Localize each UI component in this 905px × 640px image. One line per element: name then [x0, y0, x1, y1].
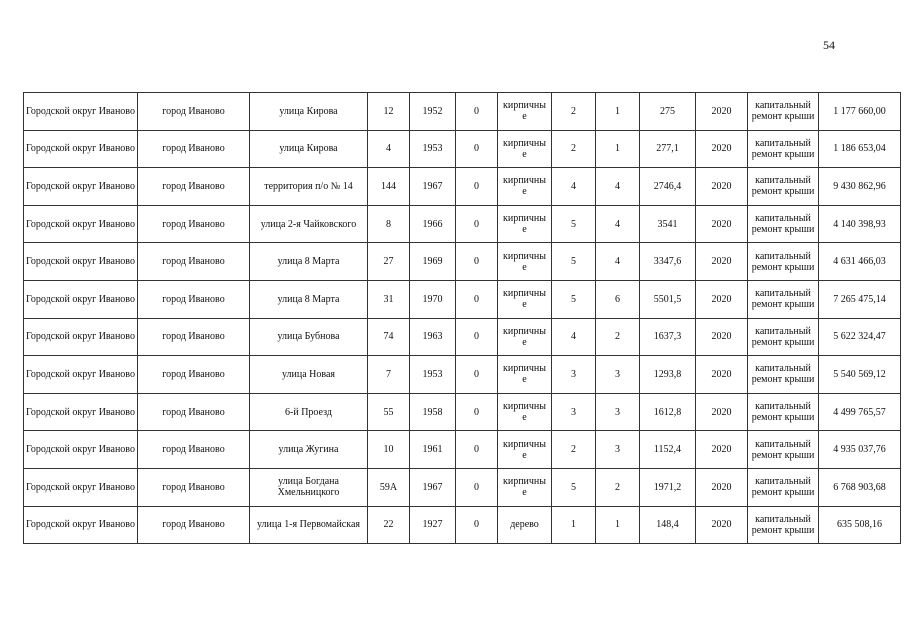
house-number-cell: 144 — [368, 168, 410, 206]
wall-material-cell: кирпичны е — [498, 431, 552, 469]
floors-cell: 4 — [552, 318, 596, 356]
zero-value-cell: 0 — [456, 280, 498, 318]
municipality-cell: Городской округ Иваново — [24, 205, 138, 243]
floors-cell: 2 — [552, 130, 596, 168]
zero-value-cell: 0 — [456, 318, 498, 356]
wall-material-cell: кирпичны е — [498, 393, 552, 431]
build-year-cell: 1967 — [410, 168, 456, 206]
area-cell: 1971,2 — [640, 468, 696, 506]
area-cell: 1612,8 — [640, 393, 696, 431]
municipality-cell: Городской округ Иваново — [24, 280, 138, 318]
street-cell: улица Жугина — [250, 431, 368, 469]
entrances-cell: 4 — [596, 243, 640, 281]
work-type-cell: капитальный ремонт крыши — [748, 506, 819, 544]
floors-cell: 5 — [552, 468, 596, 506]
area-cell: 5501,5 — [640, 280, 696, 318]
plan-year-cell: 2020 — [696, 356, 748, 394]
area-cell: 3541 — [640, 205, 696, 243]
wall-material-cell: кирпичны е — [498, 280, 552, 318]
zero-value-cell: 0 — [456, 205, 498, 243]
city-cell: город Иваново — [138, 93, 250, 131]
work-type-cell: капитальный ремонт крыши — [748, 318, 819, 356]
wall-material-cell: кирпичны е — [498, 168, 552, 206]
zero-value-cell: 0 — [456, 356, 498, 394]
city-cell: город Иваново — [138, 243, 250, 281]
street-cell: 6-й Проезд — [250, 393, 368, 431]
build-year-cell: 1967 — [410, 468, 456, 506]
entrances-cell: 4 — [596, 168, 640, 206]
build-year-cell: 1970 — [410, 280, 456, 318]
build-year-cell: 1961 — [410, 431, 456, 469]
wall-material-cell: кирпичны е — [498, 93, 552, 131]
work-type-cell: капитальный ремонт крыши — [748, 280, 819, 318]
table-row — [24, 393, 901, 431]
wall-material-cell: кирпичны е — [498, 468, 552, 506]
street-cell: улица 2-я Чайковского — [250, 205, 368, 243]
build-year-cell: 1952 — [410, 93, 456, 131]
zero-value-cell: 0 — [456, 468, 498, 506]
house-number-cell: 74 — [368, 318, 410, 356]
floors-cell: 5 — [552, 205, 596, 243]
entrances-cell: 2 — [596, 318, 640, 356]
amount-cell: 5 540 569,12 — [819, 356, 901, 394]
house-number-cell: 8 — [368, 205, 410, 243]
floors-cell: 1 — [552, 506, 596, 544]
street-cell: территория п/о № 14 — [250, 168, 368, 206]
wall-material-cell: кирпичны е — [498, 130, 552, 168]
zero-value-cell: 0 — [456, 393, 498, 431]
floors-cell: 2 — [552, 93, 596, 131]
amount-cell: 6 768 903,68 — [819, 468, 901, 506]
street-cell: улица Новая — [250, 356, 368, 394]
repair-program-table — [23, 92, 901, 544]
zero-value-cell: 0 — [456, 130, 498, 168]
amount-cell: 635 508,16 — [819, 506, 901, 544]
city-cell: город Иваново — [138, 468, 250, 506]
city-cell: город Иваново — [138, 168, 250, 206]
plan-year-cell: 2020 — [696, 468, 748, 506]
table-row — [24, 506, 901, 544]
entrances-cell: 6 — [596, 280, 640, 318]
zero-value-cell: 0 — [456, 93, 498, 131]
house-number-cell: 31 — [368, 280, 410, 318]
table-row — [24, 318, 901, 356]
plan-year-cell: 2020 — [696, 318, 748, 356]
floors-cell: 4 — [552, 168, 596, 206]
table-row — [24, 280, 901, 318]
municipality-cell: Городской округ Иваново — [24, 318, 138, 356]
house-number-cell: 59А — [368, 468, 410, 506]
zero-value-cell: 0 — [456, 168, 498, 206]
municipality-cell: Городской округ Иваново — [24, 243, 138, 281]
floors-cell: 2 — [552, 431, 596, 469]
plan-year-cell: 2020 — [696, 130, 748, 168]
floors-cell: 3 — [552, 393, 596, 431]
house-number-cell: 27 — [368, 243, 410, 281]
entrances-cell: 3 — [596, 431, 640, 469]
house-number-cell: 10 — [368, 431, 410, 469]
work-type-cell: капитальный ремонт крыши — [748, 243, 819, 281]
table-row — [24, 431, 901, 469]
floors-cell: 3 — [552, 356, 596, 394]
table-row — [24, 356, 901, 394]
wall-material-cell: кирпичны е — [498, 356, 552, 394]
table-row — [24, 130, 901, 168]
area-cell: 277,1 — [640, 130, 696, 168]
work-type-cell: капитальный ремонт крыши — [748, 356, 819, 394]
amount-cell: 1 186 653,04 — [819, 130, 901, 168]
entrances-cell: 1 — [596, 506, 640, 544]
area-cell: 3347,6 — [640, 243, 696, 281]
municipality-cell: Городской округ Иваново — [24, 168, 138, 206]
area-cell: 1293,8 — [640, 356, 696, 394]
entrances-cell: 3 — [596, 393, 640, 431]
municipality-cell: Городской округ Иваново — [24, 431, 138, 469]
entrances-cell: 2 — [596, 468, 640, 506]
plan-year-cell: 2020 — [696, 168, 748, 206]
floors-cell: 5 — [552, 243, 596, 281]
plan-year-cell: 2020 — [696, 243, 748, 281]
city-cell: город Иваново — [138, 393, 250, 431]
amount-cell: 4 499 765,57 — [819, 393, 901, 431]
work-type-cell: капитальный ремонт крыши — [748, 468, 819, 506]
amount-cell: 5 622 324,47 — [819, 318, 901, 356]
city-cell: город Иваново — [138, 280, 250, 318]
street-cell: улица Богдана Хмельницкого — [250, 468, 368, 506]
build-year-cell: 1953 — [410, 130, 456, 168]
house-number-cell: 22 — [368, 506, 410, 544]
municipality-cell: Городской округ Иваново — [24, 356, 138, 394]
entrances-cell: 4 — [596, 205, 640, 243]
entrances-cell: 1 — [596, 130, 640, 168]
build-year-cell: 1969 — [410, 243, 456, 281]
city-cell: город Иваново — [138, 356, 250, 394]
work-type-cell: капитальный ремонт крыши — [748, 168, 819, 206]
house-number-cell: 4 — [368, 130, 410, 168]
build-year-cell: 1953 — [410, 356, 456, 394]
work-type-cell: капитальный ремонт крыши — [748, 93, 819, 131]
page-number: 54 — [823, 38, 835, 52]
work-type-cell: капитальный ремонт крыши — [748, 130, 819, 168]
city-cell: город Иваново — [138, 506, 250, 544]
build-year-cell: 1958 — [410, 393, 456, 431]
municipality-cell: Городской округ Иваново — [24, 93, 138, 131]
wall-material-cell: кирпичны е — [498, 318, 552, 356]
municipality-cell: Городской округ Иваново — [24, 130, 138, 168]
floors-cell: 5 — [552, 280, 596, 318]
plan-year-cell: 2020 — [696, 280, 748, 318]
wall-material-cell: кирпичны е — [498, 243, 552, 281]
amount-cell: 1 177 660,00 — [819, 93, 901, 131]
house-number-cell: 7 — [368, 356, 410, 394]
street-cell: улица 8 Марта — [250, 243, 368, 281]
amount-cell: 9 430 862,96 — [819, 168, 901, 206]
amount-cell: 7 265 475,14 — [819, 280, 901, 318]
wall-material-cell: дерево — [498, 506, 552, 544]
entrances-cell: 1 — [596, 93, 640, 131]
table-row — [24, 168, 901, 206]
municipality-cell: Городской округ Иваново — [24, 468, 138, 506]
zero-value-cell: 0 — [456, 506, 498, 544]
plan-year-cell: 2020 — [696, 93, 748, 131]
area-cell: 148,4 — [640, 506, 696, 544]
amount-cell: 4 140 398,93 — [819, 205, 901, 243]
municipality-cell: Городской округ Иваново — [24, 506, 138, 544]
work-type-cell: капитальный ремонт крыши — [748, 393, 819, 431]
zero-value-cell: 0 — [456, 243, 498, 281]
amount-cell: 4 935 037,76 — [819, 431, 901, 469]
street-cell: улица Кирова — [250, 93, 368, 131]
area-cell: 275 — [640, 93, 696, 131]
city-cell: город Иваново — [138, 130, 250, 168]
area-cell: 2746,4 — [640, 168, 696, 206]
work-type-cell: капитальный ремонт крыши — [748, 431, 819, 469]
build-year-cell: 1966 — [410, 205, 456, 243]
plan-year-cell: 2020 — [696, 393, 748, 431]
plan-year-cell: 2020 — [696, 431, 748, 469]
area-cell: 1637,3 — [640, 318, 696, 356]
entrances-cell: 3 — [596, 356, 640, 394]
street-cell: улица 1-я Первомайская — [250, 506, 368, 544]
build-year-cell: 1927 — [410, 506, 456, 544]
street-cell: улица 8 Марта — [250, 280, 368, 318]
table-row — [24, 205, 901, 243]
street-cell: улица Бубнова — [250, 318, 368, 356]
wall-material-cell: кирпичны е — [498, 205, 552, 243]
house-number-cell: 55 — [368, 393, 410, 431]
plan-year-cell: 2020 — [696, 506, 748, 544]
table-row — [24, 93, 901, 131]
plan-year-cell: 2020 — [696, 205, 748, 243]
table-row — [24, 243, 901, 281]
area-cell: 1152,4 — [640, 431, 696, 469]
city-cell: город Иваново — [138, 318, 250, 356]
street-cell: улица Кирова — [250, 130, 368, 168]
city-cell: город Иваново — [138, 431, 250, 469]
table-row — [24, 468, 901, 506]
work-type-cell: капитальный ремонт крыши — [748, 205, 819, 243]
amount-cell: 4 631 466,03 — [819, 243, 901, 281]
house-number-cell: 12 — [368, 93, 410, 131]
municipality-cell: Городской округ Иваново — [24, 393, 138, 431]
build-year-cell: 1963 — [410, 318, 456, 356]
zero-value-cell: 0 — [456, 431, 498, 469]
table-body — [24, 93, 901, 544]
city-cell: город Иваново — [138, 205, 250, 243]
